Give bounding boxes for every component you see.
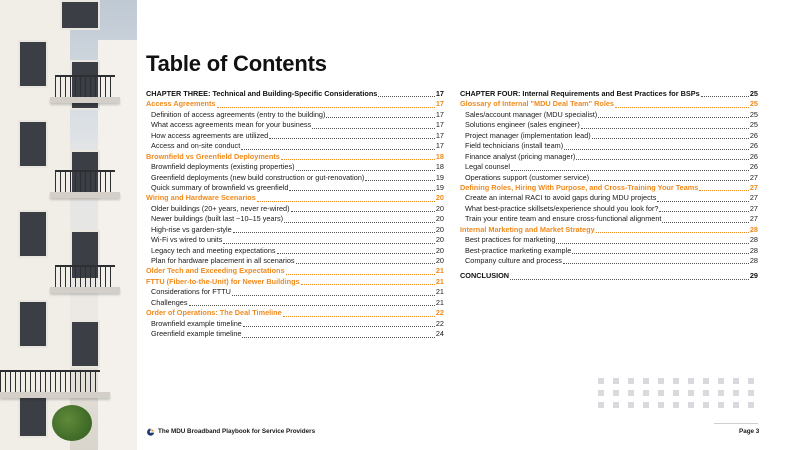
toc-entry-label: What best-practice skillsets/experience should you look for? (465, 203, 659, 213)
dot-leader (662, 222, 748, 223)
toc-entry-label: Order of Operations: The Deal Timeline (146, 308, 282, 318)
toc-entry-page: 26 (749, 151, 758, 161)
dot-leader (269, 138, 435, 139)
toc-entry-label: Plan for hardware placement in all scenarios (151, 256, 295, 265)
toc-entry-label: Defining Roles, Hiring With Purpose, and Cross-Training Your Teams (460, 182, 699, 192)
dot-leader (312, 128, 435, 129)
toc-entry-label: Train your entire team and ensure cross-functional alignment (465, 214, 662, 224)
toc-entry-label: CHAPTER FOUR: Internal Requirements and Best Practices for BSPs (460, 89, 700, 98)
building-photo (0, 0, 137, 450)
dot-leader (576, 159, 749, 160)
toc-entry-label: CONCLUSION (460, 271, 510, 281)
dot-leader (572, 253, 749, 254)
toc-item-row[interactable] (146, 287, 444, 297)
toc-entry-label: FTTU (Fiber-to-the-Unit) for Newer Buildings (146, 276, 300, 286)
toc-chapter-row[interactable] (460, 89, 758, 99)
toc-entry-page: 25 (749, 120, 758, 130)
toc-item-row[interactable] (460, 152, 758, 162)
dot-leader (296, 263, 435, 264)
toc-entry-label: Definition of access agreements (entry to the building) (151, 109, 326, 119)
toc-entry-label: Greenfield example timeline (151, 329, 242, 339)
dot-leader (242, 337, 434, 338)
toc-entry-page: 21 (435, 297, 444, 307)
decorative-square (673, 390, 679, 396)
toc-section-row[interactable] (146, 99, 444, 109)
dot-leader (699, 190, 749, 191)
toc-item-row[interactable] (460, 141, 758, 151)
toc-entry-label: Legacy tech and meeting expectations (151, 245, 276, 255)
toc-entry-page: 20 (435, 193, 444, 203)
decorative-square (658, 390, 664, 396)
toc-entry-label: How access agreements are utilized (151, 130, 269, 140)
toc-entry-label: Older buildings (20+ years, never re-wired) (151, 203, 290, 213)
toc-item-row[interactable] (146, 162, 444, 172)
dot-leader (657, 201, 748, 202)
decorative-square (613, 402, 619, 408)
dot-leader (223, 243, 435, 244)
toc-entry-page: 18 (435, 151, 444, 161)
toc-entry-label: What access agreements mean for your business (151, 120, 312, 130)
toc-entry-page: 28 (749, 235, 758, 245)
dot-leader (291, 211, 435, 212)
decorative-dot-grid (598, 378, 758, 408)
toc-entry-page: 21 (435, 287, 444, 297)
toc-entry-page: 21 (435, 276, 444, 286)
dot-leader (701, 96, 749, 97)
dot-leader (281, 159, 435, 160)
toc-entry-label: Challenges (151, 297, 188, 307)
dot-leader (284, 222, 435, 223)
decorative-square (628, 378, 634, 384)
toc-entry-page: 17 (435, 120, 444, 130)
dot-leader (581, 128, 749, 129)
toc-entry-label: High-rise vs garden-style (151, 224, 232, 234)
decorative-square (643, 402, 649, 408)
playbook-logo-icon (146, 428, 155, 436)
decorative-square (688, 402, 694, 408)
dot-leader (277, 253, 435, 254)
decorative-square (703, 402, 709, 408)
toc-entry-label: Brownfield example timeline (151, 318, 242, 328)
toc-entry-label: Operations support (customer service) (465, 172, 590, 182)
toc-item-row[interactable] (460, 173, 758, 183)
toc-entry-label: Brownfield vs Greenfield Deployments (146, 151, 280, 161)
toc-entry-label: Sales/account manager (MDU specialist) (465, 109, 598, 119)
decorative-square (673, 402, 679, 408)
toc-chapter-row[interactable] (460, 271, 758, 281)
dot-leader (615, 107, 749, 108)
toc-entry-page: 17 (435, 89, 444, 98)
toc-item-row[interactable] (146, 319, 444, 329)
toc-entry-page: 24 (435, 329, 444, 339)
toc-entry-page: 22 (435, 308, 444, 318)
toc-entry-label: CHAPTER THREE: Technical and Building-Specific Considerations (146, 89, 378, 98)
toc-entry-label: Wiring and Hardware Scenarios (146, 193, 256, 203)
dot-leader (510, 279, 749, 280)
dot-leader (296, 170, 435, 171)
toc-entry-label: Older Tech and Exceeding Expectations (146, 266, 285, 276)
decorative-square (643, 378, 649, 384)
toc-item-row[interactable] (460, 214, 758, 224)
decorative-square (598, 402, 604, 408)
toc-item-row[interactable] (146, 225, 444, 235)
toc-entry-label: Access and on-site conduct (151, 141, 241, 151)
toc-entry-page: 20 (435, 235, 444, 245)
dot-leader (564, 149, 749, 150)
toc-item-row[interactable] (460, 246, 758, 256)
toc-item-row[interactable] (146, 214, 444, 224)
dot-leader (596, 232, 749, 233)
decorative-square (628, 402, 634, 408)
toc-item-row[interactable] (146, 120, 444, 130)
toc-entry-label: Best practices for marketing (465, 235, 556, 245)
decorative-square (613, 390, 619, 396)
toc-entry-label: Project manager (implementation lead) (465, 130, 591, 140)
decorative-square (733, 378, 739, 384)
toc-entry-label: Create an internal RACI to avoid gaps during MDU projects (465, 193, 657, 203)
toc-item-row[interactable] (146, 298, 444, 308)
toc-section-row[interactable] (146, 277, 444, 287)
dot-leader (365, 180, 435, 181)
toc-entry-page: 20 (435, 214, 444, 224)
toc-entry-page: 28 (749, 224, 758, 234)
toc-entry-page: 29 (749, 271, 758, 281)
decorative-square (748, 390, 754, 396)
toc-section-row[interactable] (146, 308, 444, 318)
footer-title: The MDU Broadband Playbook for Service Providers (158, 428, 316, 435)
decorative-square (718, 390, 724, 396)
toc-entry-label: Newer buildings (built last ~10–15 years) (151, 214, 284, 224)
toc-item-row[interactable] (146, 256, 444, 266)
dot-leader (592, 138, 749, 139)
dot-leader (563, 263, 749, 264)
dot-leader (289, 190, 434, 191)
decorative-square (643, 390, 649, 396)
toc-item-row[interactable] (146, 110, 444, 120)
toc-entry-page: 17 (435, 130, 444, 140)
toc-item-row[interactable] (460, 162, 758, 172)
toc-item-row[interactable] (146, 131, 444, 141)
dot-leader (511, 170, 749, 171)
toc-section-row[interactable] (146, 266, 444, 276)
toc-entry-page: 27 (749, 193, 758, 203)
dot-leader (590, 180, 749, 181)
decorative-square (658, 378, 664, 384)
toc-right-column (460, 89, 758, 282)
decorative-square (628, 390, 634, 396)
toc-entry-page: 28 (749, 245, 758, 255)
footer-divider (714, 423, 758, 424)
toc-section-row[interactable] (460, 183, 758, 193)
toc-item-row[interactable] (146, 329, 444, 339)
decorative-square (718, 402, 724, 408)
toc-left-column (146, 89, 444, 340)
decorative-square (598, 378, 604, 384)
dot-leader (243, 326, 435, 327)
toc-chapter-row[interactable] (146, 89, 444, 99)
toc-item-row[interactable] (146, 183, 444, 193)
toc-item-row[interactable] (460, 110, 758, 120)
decorative-square (733, 390, 739, 396)
toc-entry-label: Best-practice marketing example (465, 245, 572, 255)
toc-item-row[interactable] (460, 256, 758, 266)
footer-page-number: Page 3 (739, 428, 760, 435)
dot-leader (283, 316, 435, 317)
decorative-square (703, 390, 709, 396)
decorative-square (748, 402, 754, 408)
toc-entry-label: Field technicians (install team) (465, 141, 564, 151)
decorative-square (748, 378, 754, 384)
toc-item-row[interactable] (146, 141, 444, 151)
decorative-square (688, 390, 694, 396)
toc-entry-label: Considerations for FTTU (151, 287, 231, 297)
toc-item-row[interactable] (460, 120, 758, 130)
dot-leader (217, 107, 435, 108)
decorative-square (598, 390, 604, 396)
dot-leader (301, 284, 435, 285)
decorative-square (673, 378, 679, 384)
dot-leader (326, 117, 434, 118)
toc-entry-label: Legal counsel (465, 162, 511, 172)
toc-entry-label: Brownfield deployments (existing properties) (151, 162, 295, 172)
dot-leader (233, 232, 435, 233)
dot-leader (659, 211, 748, 212)
toc-item-row[interactable] (146, 235, 444, 245)
decorative-square (688, 378, 694, 384)
toc-entry-label: Finance analyst (pricing manager) (465, 151, 576, 161)
dot-leader (556, 243, 748, 244)
toc-entry-page: 27 (749, 203, 758, 213)
toc-item-row[interactable] (460, 131, 758, 141)
decorative-square (613, 378, 619, 384)
toc-section-row[interactable] (460, 225, 758, 235)
toc-entry-page: 27 (749, 172, 758, 182)
toc-entry-label: Quick summary of brownfield vs greenfield (151, 182, 289, 192)
toc-entry-label: Greenfield deployments (new build construction or gut-renovation) (151, 172, 365, 182)
dot-leader (378, 96, 435, 97)
toc-entry-page: 21 (435, 266, 444, 276)
toc-entry-label: Company culture and process (465, 256, 562, 265)
toc-entry-page: 17 (435, 99, 444, 109)
toc-entry-page: 17 (435, 109, 444, 119)
toc-item-row[interactable] (460, 204, 758, 214)
toc-entry-label: Solutions engineer (sales engineer) (465, 120, 580, 130)
toc-entry-page: 25 (749, 99, 758, 109)
toc-entry-label: Internal Marketing and Market Strategy (460, 224, 595, 234)
dot-leader (232, 295, 435, 296)
toc-entry-page: 22 (435, 318, 444, 328)
toc-entry-page: 27 (749, 182, 758, 192)
toc-entry-label: Access Agreements (146, 99, 216, 109)
toc-item-row[interactable] (460, 235, 758, 245)
toc-entry-page: 20 (435, 245, 444, 255)
toc-entry-page: 20 (435, 256, 444, 265)
toc-section-row[interactable] (146, 152, 444, 162)
dot-leader (257, 201, 435, 202)
toc-entry-page: 26 (749, 130, 758, 140)
decorative-square (733, 402, 739, 408)
toc-entry-page: 27 (749, 214, 758, 224)
toc-entry-page: 18 (435, 162, 444, 172)
toc-entry-page: 26 (749, 141, 758, 151)
decorative-square (703, 378, 709, 384)
toc-section-row[interactable] (146, 193, 444, 203)
toc-entry-page: 26 (749, 162, 758, 172)
dot-leader (241, 149, 435, 150)
dot-leader (286, 274, 435, 275)
toc-item-row[interactable] (146, 173, 444, 183)
toc-entry-page: 25 (749, 109, 758, 119)
dot-leader (598, 117, 749, 118)
decorative-square (718, 378, 724, 384)
decorative-square (658, 402, 664, 408)
toc-entry-page: 25 (749, 89, 758, 98)
toc-entry-page: 19 (435, 172, 444, 182)
toc-entry-page: 20 (435, 203, 444, 213)
toc-item-row[interactable] (146, 246, 444, 256)
toc-item-row[interactable] (460, 193, 758, 203)
toc-entry-label: Glossary of Internal "MDU Deal Team" Roles (460, 99, 614, 109)
toc-entry-page: 17 (435, 141, 444, 151)
toc-entry-label: Wi-Fi vs wired to units (151, 235, 223, 245)
dot-leader (189, 305, 435, 306)
toc-entry-page: 19 (435, 182, 444, 192)
toc-entry-page: 28 (749, 256, 758, 265)
toc-item-row[interactable] (146, 204, 444, 214)
page-title: Table of Contents (146, 51, 327, 76)
toc-entry-page: 20 (435, 224, 444, 234)
toc-section-row[interactable] (460, 99, 758, 109)
